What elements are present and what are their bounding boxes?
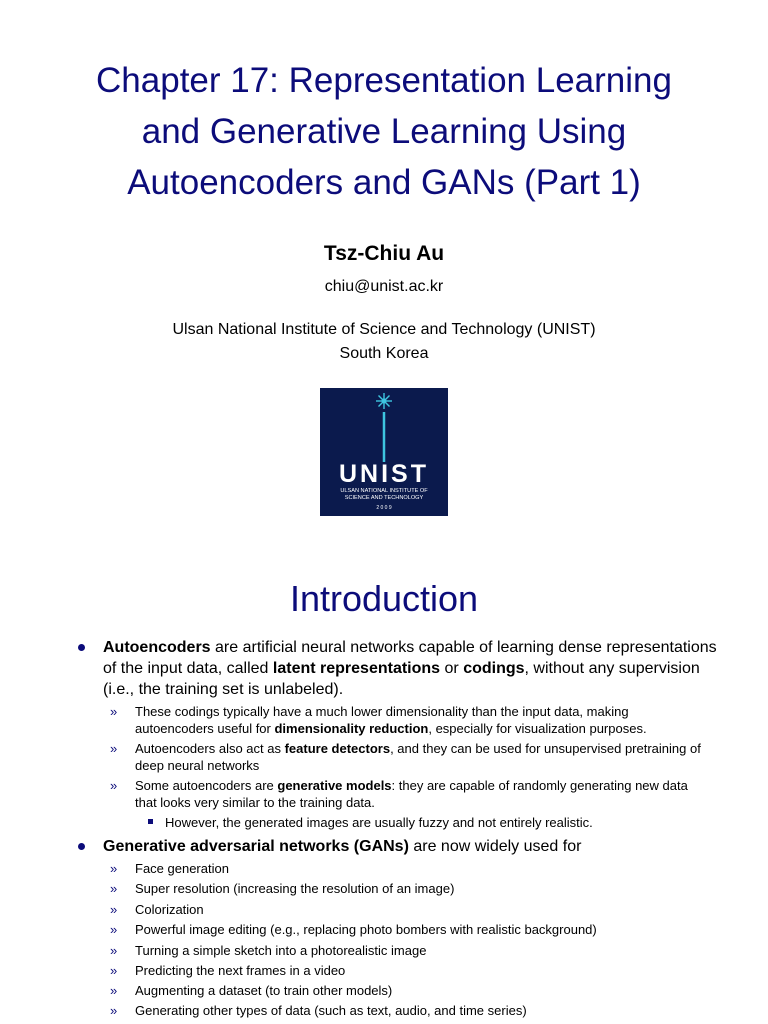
chevron-right-icon: »: [110, 963, 118, 978]
term-feature-detectors: feature detectors: [284, 741, 391, 756]
chevron-right-icon: »: [110, 922, 118, 937]
title-line: Chapter 17: Representation Learning: [96, 61, 672, 100]
bullet-text: [103, 637, 728, 700]
chevron-right-icon: »: [110, 983, 118, 998]
title-line: and Generative Learning Using: [141, 112, 627, 151]
sub-bullet-text-part: These codings typically have a much lower dimensionality than the input data, making autoencoders useful for: [135, 704, 629, 736]
bullet-dot-icon: [78, 843, 85, 850]
chevron-right-icon: »: [110, 902, 118, 917]
institution: [0, 318, 768, 366]
chevron-right-icon: »: [110, 861, 118, 876]
term-latent-representations: latent representations: [272, 660, 441, 677]
logo-wordmark: UNIST: [339, 460, 429, 488]
list-item-text: Predicting the next frames in a video: [135, 963, 346, 978]
sub-bullet-text: [135, 777, 710, 811]
sub-bullet-text-part: , especially for visualization purposes.: [428, 721, 647, 736]
square-bullet-icon: [148, 819, 153, 824]
chevron-right-icon: »: [110, 881, 118, 896]
chevron-right-icon: »: [110, 1003, 118, 1018]
star-core-icon: [382, 399, 387, 404]
term-autoencoders: Autoencoders: [103, 639, 211, 656]
term-generative-models: generative models: [277, 778, 392, 793]
list-item-text: Super resolution (increasing the resolution of an image): [135, 881, 455, 896]
list-item-text: Generating other types of data (such as text, audio, and time series): [135, 1003, 527, 1018]
chevron-right-icon: »: [110, 943, 118, 958]
introduction-slide: [0, 545, 768, 1024]
list-item-text: Augmenting a dataset (to train other models): [135, 983, 393, 998]
list-item-text: Colorization: [135, 902, 204, 917]
sub-bullet-text-part: : they are capable of randomly generating new data that looks very similar to the training data.: [135, 778, 688, 810]
bullet-dot-icon: [78, 644, 85, 651]
author-email: chiu@unist.ac.kr: [324, 278, 444, 295]
list-item-text: Powerful image editing (e.g., replacing photo bombers with realistic background): [135, 922, 597, 937]
unist-logo-graphic: [320, 388, 448, 516]
logo-text-line: SCIENCE AND TECHNOLOGY: [344, 495, 424, 501]
bullet-text-part: are now widely used for: [408, 838, 582, 855]
author-name: Tsz-Chiu Au: [323, 242, 445, 265]
unist-logo: [320, 388, 448, 516]
term-dimensionality-reduction: dimensionality reduction: [274, 721, 429, 736]
sub-bullet-text: [135, 740, 710, 774]
bullet-text-part: or: [440, 660, 464, 677]
title-line: Autoencoders and GANs (Part 1): [127, 163, 641, 202]
slide-title: [0, 55, 768, 208]
logo-text-line: ULSAN NATIONAL INSTITUTE OF: [340, 488, 428, 494]
bullet-text-part: , without any supervision (i.e., the training set is unlabeled).: [103, 660, 700, 698]
chevron-right-icon: »: [110, 741, 118, 756]
sub-bullet-text: [135, 703, 710, 737]
logo-year: 2 0 0 9: [376, 505, 392, 511]
sub-sub-bullet-text: However, the generated images are usually fuzzy and not entirely realistic.: [165, 815, 593, 830]
term-codings: codings: [463, 660, 525, 677]
slide-title: Introduction: [289, 578, 479, 619]
sub-bullet-text-part: , and they can be used for unsupervised pretraining of deep neural networks: [135, 741, 701, 773]
sub-bullet-text-part: Some autoencoders are: [135, 778, 278, 793]
chevron-right-icon: »: [110, 778, 118, 793]
list-item-text: Face generation: [135, 861, 229, 876]
sub-bullet-text-part: Autoencoders also act as: [135, 741, 285, 756]
list-item-text: Turning a simple sketch into a photorealistic image: [135, 943, 427, 958]
institution-name: Ulsan National Institute of Science and Technology (UNIST): [172, 321, 596, 338]
institution-country: South Korea: [339, 345, 429, 362]
bullet-text: [103, 836, 728, 857]
chevron-right-icon: »: [110, 704, 118, 719]
term-gans: Generative adversarial networks (GANs): [103, 838, 409, 855]
bullet-text-part: are artificial neural networks capable of learning dense representations of the input data, called: [103, 639, 717, 677]
